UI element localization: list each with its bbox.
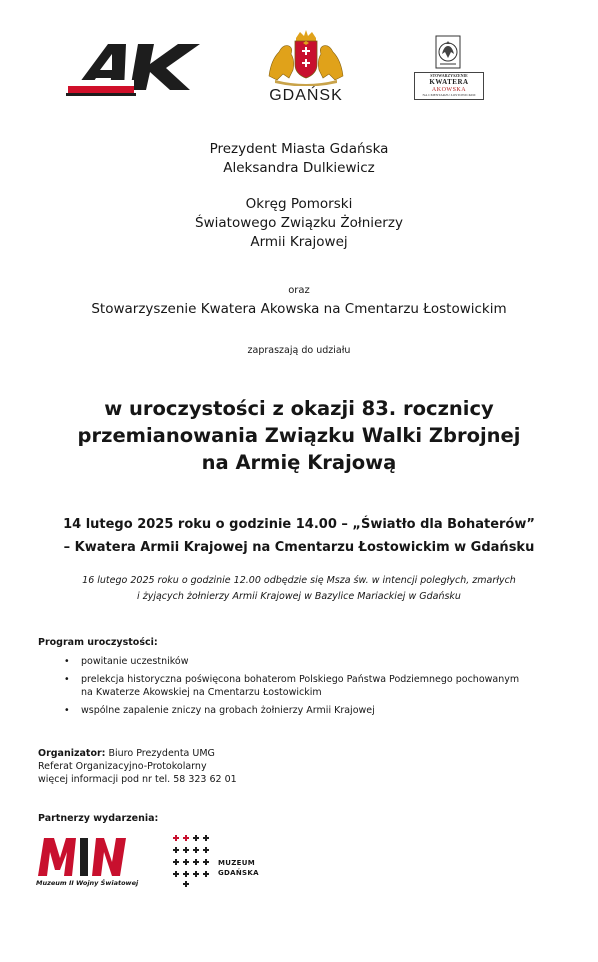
program-item-1: powitanie uczestników — [81, 656, 189, 667]
invite-text: zapraszają do udziału — [247, 345, 351, 356]
president-title: Prezydent Miasta Gdańska — [209, 141, 389, 157]
bullet-icon: • — [64, 656, 70, 667]
program-title: Program uroczystości: — [38, 637, 158, 648]
organizer-dept: Referat Organizacyjno-Protokolarny — [38, 761, 207, 772]
organizer-label: Organizator: — [38, 748, 106, 759]
hosts-block — [0, 140, 598, 269]
program-item-2-line-1: prelekcja historyczna poświęcona bohaterom Polskiego Państwa Podziemnego pochowanym — [81, 674, 520, 685]
kwatera-name-text: KWATERA — [429, 78, 469, 86]
mass-info — [0, 573, 598, 605]
armia-krajowa-logo — [66, 40, 212, 102]
kwatera-akowska-logo — [410, 32, 486, 104]
gdansk-wordmark: GDAŃSK — [269, 87, 343, 104]
eagle-emblem-icon — [410, 32, 486, 72]
program-section — [38, 637, 568, 722]
program-list — [38, 655, 568, 717]
mass-info-line-1: 16 lutego 2025 roku o godzinie 12.00 odbędzie się Msza św. w intencji poległych, zmarłych — [82, 575, 516, 586]
museum-ww2-logo — [36, 832, 139, 892]
event-title-line-1: w uroczystości z okazji 83. rocznicy — [104, 397, 494, 420]
museum-gdansk-line-1: MUZEUM — [218, 859, 255, 867]
event-date-line-1: 14 lutego 2025 roku o godzinie 14.00 – „Światło dla Bohaterów” — [63, 517, 535, 532]
event-title-line-3: na Armię Krajową — [201, 451, 397, 474]
museum-gdansk-line-2: GDAŃSKA — [218, 869, 259, 877]
list-item — [38, 704, 568, 717]
mass-info-line-2: i żyjących żołnierzy Armii Krajowej w Bazylice Mariackiej w Gdańsku — [137, 591, 461, 602]
gdansk-city-logo — [258, 30, 354, 108]
list-item — [38, 655, 568, 668]
organizer-section — [38, 747, 237, 786]
list-item — [38, 673, 568, 699]
crosses-grid-icon — [170, 833, 214, 889]
bullet-icon: • — [64, 705, 70, 716]
kwatera-nameplate — [414, 72, 484, 100]
district-line-1: Okręg Pomorski — [245, 196, 353, 212]
museum-ww2-caption: Muzeum II Wojny Światowej — [36, 879, 139, 887]
organizer-name: Biuro Prezydenta UMG — [105, 748, 215, 759]
program-item-3: wspólne zapalenie zniczy na grobach żołnierzy Armii Krajowej — [81, 705, 375, 716]
district-line-3: Armii Krajowej — [250, 234, 348, 250]
organizer-phone: więcej informacji pod nr tel. 58 323 62 01 — [38, 774, 237, 785]
conjunction-text: oraz — [288, 285, 310, 296]
partners-label: Partnerzy wydarzenia: — [38, 813, 159, 824]
coat-of-arms-icon — [265, 30, 347, 86]
district-line-2: Światowego Związku Żołnierzy — [195, 215, 403, 231]
museum-gdansk-wordmark — [218, 858, 259, 878]
kwatera-bottom-text: NA CMENTARZU ŁOSTOWICKIM — [422, 93, 476, 97]
event-title — [0, 395, 598, 476]
event-title-line-2: przemianowania Związku Walki Zbrojnej — [77, 424, 521, 447]
event-date — [0, 513, 598, 559]
kwatera-sub-text: AKOWSKA — [431, 87, 467, 93]
president-name: Aleksandra Dulkiewicz — [223, 160, 375, 176]
museum-gdansk-logo — [170, 833, 280, 889]
program-item-2-line-2: na Kwaterze Akowskiej na Cmentarzu Łostowickim — [81, 687, 322, 698]
bullet-icon: • — [64, 674, 70, 685]
kwatera-top-text: STOWARZYSZENIE — [430, 73, 468, 78]
event-date-line-2: – Kwatera Armii Krajowej na Cmentarzu Łostowickim w Gdańsku — [63, 540, 535, 555]
museum-ww2-mark-icon — [36, 832, 136, 878]
association-name: Stowarzyszenie Kwatera Akowska na Cmentarzu Łostowickim — [91, 301, 507, 317]
